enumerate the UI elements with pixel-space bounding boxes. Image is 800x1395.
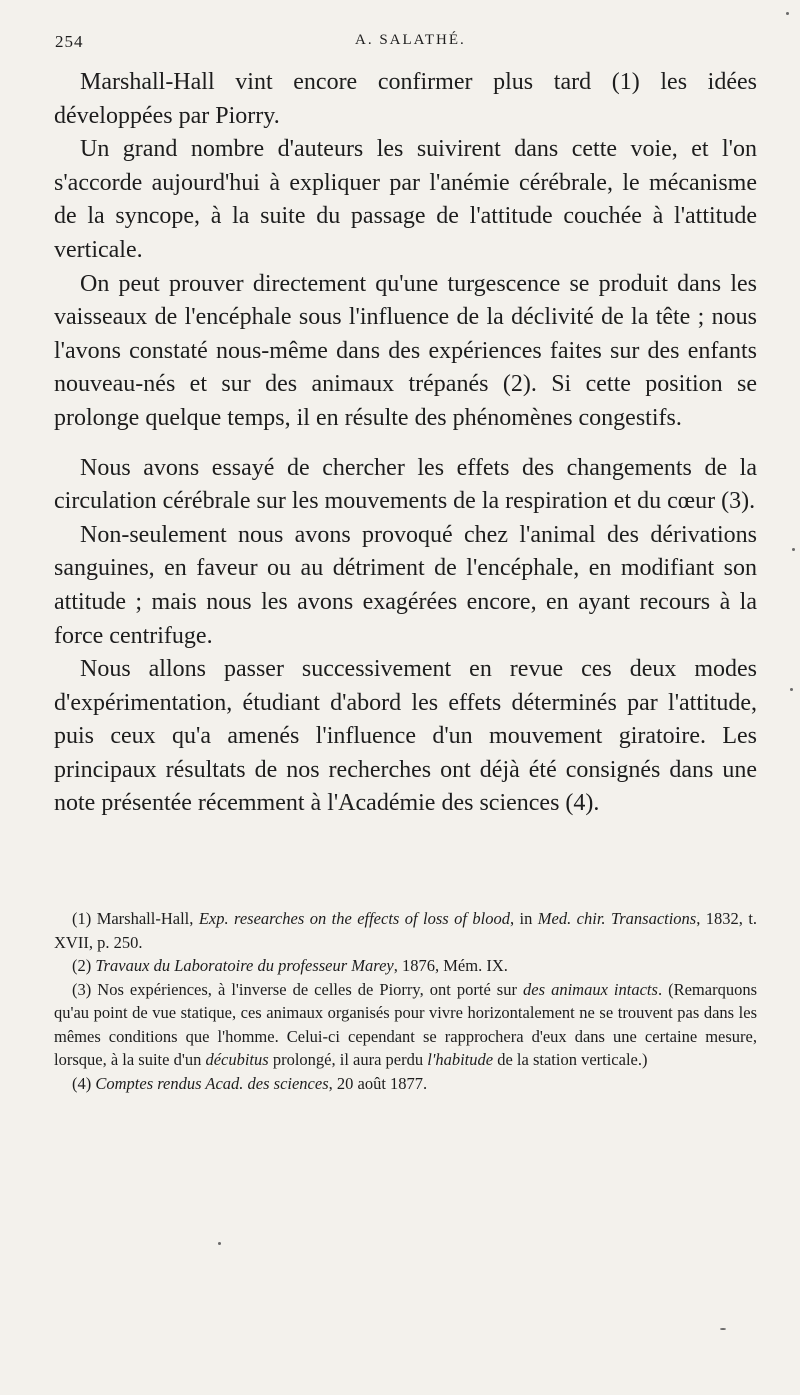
footnote-1-rest: , 1832, t. XVII, p. 250. (54, 909, 758, 952)
footnote-1-title: Exp. researches on the effects of loss of blood (198, 909, 510, 928)
footnote-4-marker: (4) (72, 1073, 92, 1093)
footnote-4-rest: , 20 août 1877. (328, 1073, 428, 1093)
footnote-3-part1: Nos expériences, à l'inverse de celles de Piorry, ont porté sur (97, 979, 517, 999)
paragraph-2: Un grand nombre d'auteurs les suivirent dans cette voie, et l'on s'accorde aujourd'hui à expliquer par l'anémie cérébrale, le mécanisme de la syncope, à la suite du passage de l'attitude couchée à l'attitude verticale. (54, 136, 757, 263)
footnote-3-italic3: l'habitude (427, 1050, 494, 1069)
footnote-2-rest: , 1876, Mém. IX. (393, 956, 508, 975)
footnote-3-part3: prolongé, il aura perdu (272, 1050, 424, 1069)
print-speck (792, 548, 795, 551)
footnote-3 (54, 978, 757, 1072)
footnote-4-title: Comptes rendus Acad. des sciences (95, 1073, 329, 1093)
footnote-2 (54, 954, 757, 978)
print-speck (786, 12, 789, 15)
running-head: A. SALATHÉ. (355, 32, 466, 48)
footnote-3-part4: de la station verticale.) (497, 1050, 648, 1069)
footnote-1 (54, 907, 757, 954)
footnote-4 (54, 1072, 757, 1096)
paragraph-6: Nous allons passer successivement en revue ces deux modes d'expérimentation, étudiant d'abord les effets déterminés par l'attitude, puis ceux qu'a amenés l'influence d'un mouvement giratoire. Les principaux résultats de nos recherches ont déjà été consignés dans une note présentée récemment à l'Académie des sciences (4). (54, 656, 757, 817)
print-speck (720, 1328, 726, 1330)
footnote-3-part2: . (Remarquons qu'au point de vue statique, ces animaux organisés pour vivre horizontalement ne se trouvent pas dans les mêmes conditions que l'homme. Celui-ci cependant se rapprochera d'eux dans une certaine mesure, lorsque, à la suite d'un (54, 979, 758, 1069)
paragraph-5: Non-seulement nous avons provoqué chez l'animal des dérivations sanguines, en faveur ou au détriment de l'encéphale, en modifiant son attitude ; mais nous les avons exagérées encore, en ayant recours à la force centrifuge. (54, 521, 757, 649)
paragraph-1: Marshall-Hall vint encore confirmer plus tard (1) les idées développées par Piorry. (54, 69, 757, 129)
page-header (55, 32, 755, 56)
footnote-1-sep: , in (509, 909, 533, 928)
page-number: 254 (55, 32, 84, 51)
body-text (54, 66, 757, 821)
paragraph-3: On peut prouver directement qu'une turgescence se produit dans les vaisseaux de l'encéphale sous l'influence de la déclivité de la tête ; nous l'avons constaté nous-même dans des expériences faites sur des enfants nouveau-nés et sur des animaux trépanés (2). Si cette position se prolonge quelque temps, il en résulte des phénomènes congestifs. (54, 270, 757, 431)
footnote-1-author: Marshall-Hall, (96, 909, 194, 928)
footnote-1-marker: (1) (72, 909, 92, 928)
footnote-3-italic2: décubitus (205, 1050, 269, 1069)
footnote-3-italic1: des animaux intacts (523, 979, 658, 999)
footnote-2-marker: (2) (72, 956, 92, 975)
footnote-1-journal: Med. chir. Transactions (537, 909, 697, 928)
print-speck (790, 688, 793, 691)
footnote-2-title: Travaux du Laboratoire du professeur Marey (95, 956, 394, 975)
footnote-3-marker: (3) (72, 979, 92, 999)
footnotes (54, 907, 757, 1095)
paragraph-4: Nous avons essayé de chercher les effets des changements de la circulation cérébrale sur les mouvements de la respiration et du cœur (3). (54, 454, 757, 515)
print-speck (218, 1242, 221, 1245)
